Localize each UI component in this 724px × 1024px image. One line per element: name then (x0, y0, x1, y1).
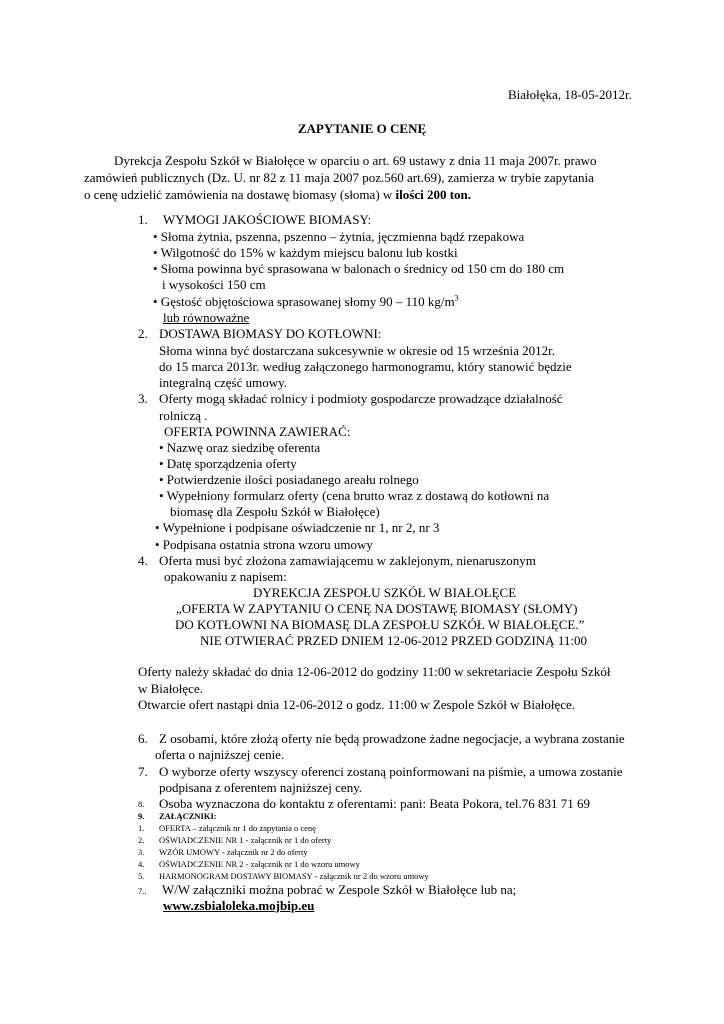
section-8-number: 8. (138, 799, 145, 809)
final-section-number: 7.. (138, 886, 147, 896)
s1-bullet-2: • Wilgotność do 15% w każdym miejscu balonu lub kostki (153, 245, 458, 260)
s3-line-1: Oferty mogą składać rolnicy i podmioty gospodarcze prowadzące działalność (159, 391, 563, 406)
s2-line-3: integralną część umowy. (159, 375, 288, 390)
intro-line-1: Dyrekcja Zespołu Szkół w Białołęce w oparciu o art. 69 ustawy z dnia 11 maja 2007r. prawo (114, 153, 597, 168)
document-title: ZAPYTANIE O CENĘ (297, 121, 427, 136)
attachments-heading: ZAŁĄCZNIKI: (159, 811, 217, 821)
download-info: W/W załączniki można pobrać w Zespole Szkół w Białołęce lub na; (162, 882, 517, 897)
attachment-4: OŚWIADCZENIE NR 2 - załącznik nr 1 do wzoru umowy (159, 859, 360, 869)
s4-label-line-3: DO KOTŁOWNI NA BIOMASĘ DLA ZESPOŁU SZKÓŁ W BIAŁOŁĘCE.” (175, 617, 585, 632)
s4-label-line-2: „OFERTA W ZAPYTANIU O CENĘ NA DOSTAWĘ BIOMASY (SŁOMY) (176, 601, 578, 616)
attachment-2: OŚWIADCZENIE NR 1 - załącznik nr 1 do oferty (159, 835, 332, 845)
s4-line-1: Oferta musi być złożona zamawiającemu w zaklejonym, nienaruszonym (159, 553, 536, 568)
s3-bullet-3: • Potwierdzenie ilości posiadanego areału rolnego (159, 472, 419, 487)
s1-bullet-4: • Gęstość objętościowa sprasowanej słomy 90 – 110 $kg/m^3$ (153, 293, 459, 309)
section-7-number: 7. (138, 764, 148, 779)
s1-bullet-3b: i wysokości 150 cm (162, 277, 266, 292)
attachment-3-number: 3. (138, 847, 145, 857)
section-4-number: 4. (138, 553, 148, 568)
attachment-3: WZÓR UMOWY - załącznik nr 2 do oferty (159, 847, 308, 857)
attachment-1-number: 1. (138, 823, 145, 833)
s3-bullet-4b: biomasę dla Zespołu Szkół w Białołęce) (170, 504, 380, 519)
s6-line-1: Z osobami, które złożą oferty nie będą prowadzone żadne negocjacje, a wybrana zostanie (159, 731, 625, 746)
website-link[interactable]: www.zsbialoleka.mojbip.eu (163, 898, 315, 913)
s3-bullet-4a: • Wypełniony formularz oferty (cena brutto wraz z dostawą do kotłowni na (159, 488, 550, 503)
deadline-line-2: w Białołęce. (138, 681, 203, 696)
s2-line-1: Słoma winna być dostarczana sukcesywnie w okresie od 15 września 2012r. (159, 343, 556, 358)
s1-bullet-1: • Słoma żytnia, pszenna, pszenno – żytnia, jęczmienna bądź rzepakowa (153, 229, 525, 244)
s3-bullet-6: • Podpisana ostatnia strona wzoru umowy (155, 537, 373, 552)
s1-equivalent: lub równoważne (163, 310, 250, 325)
section-3-number: 3. (138, 391, 148, 406)
intro-line-2: zamówień publicznych (Dz. U. nr 82 z 11 maja 2007 poz.560 art.69), zamierza w trybie zapytania (84, 170, 594, 185)
section-6-number: 6. (138, 731, 148, 746)
attachment-5-number: 5. (138, 871, 145, 881)
s4-line-2: opakowaniu z napisem: (164, 569, 287, 584)
s6-line-2: oferta o najniższej cenie. (155, 747, 285, 762)
section-1-number: 1. (138, 212, 148, 227)
s4-label-line-4: NIE OTWIERAĆ PRZED DNIEM 12-06-2012 PRZED GODZINĄ 11:00 (200, 633, 587, 648)
document-date: Białołęka, 18-05-2012r. (508, 87, 632, 102)
attachment-1: OFERTA – załącznik nr 1 do zapytania o cenę (159, 823, 316, 833)
s1-bullet-3a: • Słoma powinna być sprasowana w balonach o średnicy od 150 cm do 180 cm (153, 261, 565, 276)
intro-line-3: o cenę udzielić zamówienia na dostawę biomasy (słoma) w ilości 200 ton. (84, 187, 472, 202)
s3-bullet-5: • Wypełnione i podpisane oświadczenie nr 1, nr 2, nr 3 (155, 520, 440, 535)
s3-bullet-2: • Datę sporządzenia oferty (159, 456, 297, 471)
s7-line-1: O wyborze oferty wszyscy oferenci zostaną poinformowani na piśmie, a umowa zostanie (159, 764, 623, 779)
s7-line-2: podpisana z oferentem najniższej ceny. (159, 780, 363, 795)
section-9-number: 9. (138, 811, 145, 821)
s4-label-line-1: DYREKCJA ZESPOŁU SZKÓŁ W BIAŁOŁĘCE (253, 585, 517, 600)
deadline-line-1: Oferty należy składać do dnia 12-06-2012 do godziny 11:00 w sekretariacie Zespołu Szkół (138, 664, 611, 679)
attachment-2-number: 2. (138, 835, 145, 845)
section-2-number: 2. (138, 326, 148, 341)
section-2-heading: DOSTAWA BIOMASY DO KOTŁOWNI: (159, 326, 382, 341)
deadline-line-3: Otwarcie ofert nastąpi dnia 12-06-2012 o godz. 11:00 w Zespole Szkół w Białołęce. (138, 697, 576, 712)
section-1-heading: WYMOGI JAKOŚCIOWE BIOMASY: (163, 212, 372, 227)
attachment-5: HARMONOGRAM DOSTAWY BIOMASY - załącznik nr 2 do wzoru umowy (159, 871, 429, 881)
attachment-4-number: 4. (138, 859, 145, 869)
s8-line-1: Osoba wyznaczona do kontaktu z oferentami: pani: Beata Pokora, tel.76 831 71 69 (159, 796, 591, 811)
s2-line-2: do 15 marca 2013r. według załączonego harmonogramu, który stanowić będzie (159, 359, 572, 374)
s3-line-2: rolniczą . (159, 408, 208, 423)
s3-subheading: OFERTA POWINNA ZAWIERAĆ: (164, 424, 351, 439)
s3-bullet-1: • Nazwę oraz siedzibę oferenta (159, 440, 321, 455)
